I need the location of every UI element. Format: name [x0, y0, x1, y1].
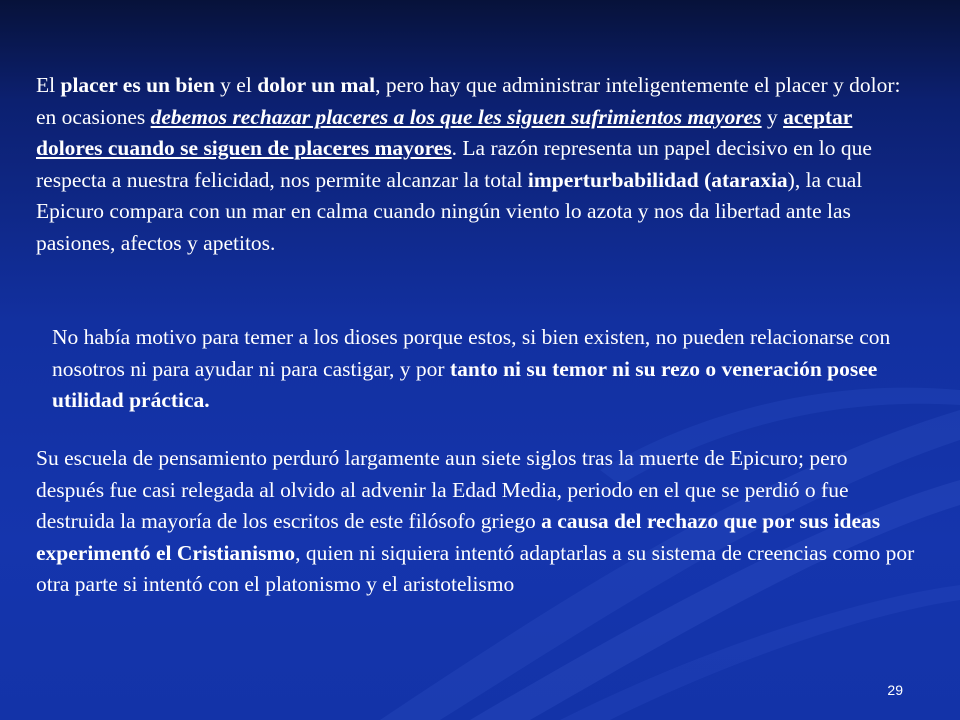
text-segment: . La razón representa un papel decisivo en lo que respecta a nuestra felicidad, nos permite alcanzar la total: [36, 136, 872, 192]
text-segment: dolor un mal: [257, 73, 376, 97]
text-segment: debemos rechazar placeres a los que les siguen sufrimientos mayores: [150, 104, 762, 129]
text-segment: y el: [214, 73, 258, 97]
text-segment: y: [761, 104, 784, 129]
text-segment: placer es un bien: [60, 73, 215, 97]
text-segment: imperturbabilidad (ataraxia: [527, 167, 788, 192]
text-segment: aceptar dolores cuando se siguen de placeres mayores: [36, 104, 853, 160]
text-segment: No había motivo para temer a los dioses porque estos, si bien existen, no pueden relacionarse con nosotros ni para ayudar ni para castigar, y por: [52, 325, 891, 381]
text-segment: Su escuela de pensamiento perduró largamente aun siete siglos tras la muerte de Epicuro; pero después fue casi relegada al olvido al advenir la Edad Media, periodo en el que se perdió o fue destruida la mayoría de los escritos de este filósofo griego: [36, 446, 849, 533]
text-segment: ), la cual Epicuro compara con un mar en calma cuando ningún viento lo azota y nos da libertad ante las pasiones, afectos y apetitos.: [36, 167, 863, 255]
text-segment: tanto ni su temor ni su rezo o veneración posee utilidad práctica.: [52, 356, 878, 412]
paragraph-gods: [52, 322, 916, 417]
paragraph-pleasure-pain: [36, 70, 916, 259]
text-segment: a causa del rechazo que por sus ideas experimentó el Cristianismo: [36, 509, 881, 565]
text-segment: El: [36, 73, 61, 97]
text-segment: , quien ni siquiera intentó adaptarlas a su sistema de creencias como por otra parte si intentó con el platonismo y el aristotelismo: [36, 540, 915, 596]
text-segment: , pero hay que administrar inteligentemente el placer y dolor: en ocasiones: [36, 73, 901, 129]
paragraph-school-legacy: [36, 443, 916, 601]
page-number: 29: [887, 682, 903, 698]
